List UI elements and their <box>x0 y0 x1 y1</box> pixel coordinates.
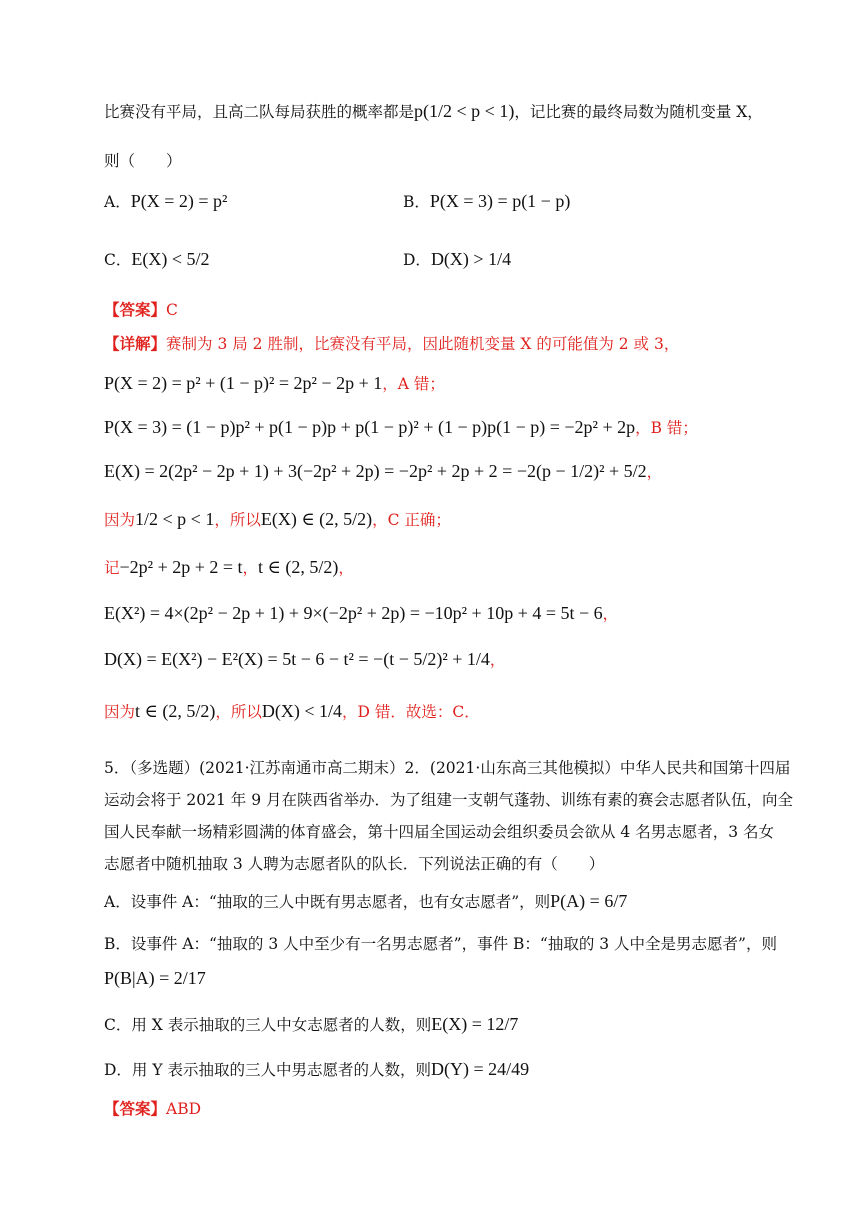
equation: t ∈ (2, 5/2) <box>258 557 339 577</box>
q4-eq4 <box>104 508 451 531</box>
equation-note: ， <box>646 463 663 481</box>
equation: E(X) ∈ (2, 5/2) <box>260 509 373 529</box>
text: 因为 <box>104 511 136 529</box>
detail-text: 赛制为 3 局 2 胜制，比赛没有平局，因此随机变量 X 的可能值为 2 或 3， <box>166 335 680 353</box>
option-label: C． <box>104 251 132 269</box>
equation: D(X) < 1/4 <box>261 701 342 721</box>
text: 因为 <box>104 703 136 721</box>
option-math: P(A) = 6/7 <box>550 891 628 911</box>
q5-option-b-math <box>104 967 206 990</box>
q4-eq5 <box>104 556 354 579</box>
option-text: D(X) > 1/4 <box>430 249 512 269</box>
q4-eq6 <box>104 602 618 625</box>
q4-stem-line1 <box>104 100 763 123</box>
q4-eq2 <box>104 416 698 439</box>
answer-value: ABD <box>166 1100 202 1118</box>
equation-note: ， <box>338 559 354 577</box>
q4-option-c <box>104 248 210 271</box>
q4-stem-prefix: 比赛没有平局，且高二队每局获胜的概率都是 <box>104 103 415 121</box>
equation: D(X) = E(X²) − E²(X) = 5t − 6 − t² = −(t − 5/2)² + 1/4 <box>104 649 490 669</box>
option-label: B． <box>403 193 430 211</box>
q5-answer <box>104 1098 201 1120</box>
equation: −2p² + 2p + 2 = t <box>119 557 243 577</box>
equation-note: ，C 正确； <box>372 511 451 529</box>
option-text: D．用 Y 表示抽取的三人中男志愿者的人数，则 <box>104 1061 432 1079</box>
option-text: E(X) < 5/2 <box>131 249 210 269</box>
text: 记 <box>104 559 120 577</box>
q5-stem-line2: 运动会将于 2021 年 9 月在陕西省举办．为了组建一支朝气蓬勃、训练有素的赛会志愿者队伍，向全 <box>104 791 794 809</box>
q4-option-b <box>403 190 570 213</box>
equation: 1/2 < p < 1 <box>135 509 215 529</box>
equation-note: ， <box>602 605 619 623</box>
answer-tag: 【答案】 <box>104 1099 167 1118</box>
q4-option-a <box>104 190 227 213</box>
option-label: A． <box>104 193 131 211</box>
option-math: P(B|A) = 2/17 <box>104 968 206 988</box>
q5-stem-line3: 国人民奉献一场精彩圆满的体育盛会，第十四届全国运动会组织委员会欲从 4 名男志愿者，3 名女 <box>104 823 775 841</box>
q5-option-c <box>104 1013 518 1036</box>
q4-eq8 <box>104 700 480 723</box>
q4-eq1 <box>104 372 445 395</box>
option-math: D(Y) = 24/49 <box>431 1059 530 1079</box>
equation: E(X²) = 4×(2p² − 2p + 1) + 9×(−2p² + 2p) = −10p² + 10p + 4 = 5t − 6 <box>104 603 603 623</box>
equation: P(X = 3) = (1 − p)p² + p(1 − p)p + p(1 − p)² + (1 − p)p(1 − p) = −2p² + 2p <box>104 417 636 437</box>
q4-answer <box>104 299 178 321</box>
option-math: E(X) = 12/7 <box>431 1014 519 1034</box>
answer-tag: 【答案】 <box>104 300 167 319</box>
option-text: C．用 X 表示抽取的三人中女志愿者的人数，则 <box>104 1016 432 1034</box>
q4-eq3 <box>104 460 662 483</box>
q4-stem-suffix: ，记比赛的最终局数为随机变量 X， <box>514 103 763 121</box>
option-text: A．设事件 A：“抽取的三人中既有男志愿者，也有女志愿者”，则 <box>104 893 551 911</box>
option-text: P(X = 3) = p(1 − p) <box>429 191 571 211</box>
option-text: P(X = 2) = p² <box>130 191 228 211</box>
equation-note: ，A 错； <box>382 375 445 393</box>
equation-note: ， <box>489 651 506 669</box>
equation: P(X = 2) = p² + (1 − p)² = 2p² − 2p + 1 <box>104 373 383 393</box>
q5-option-d <box>104 1058 529 1081</box>
q4-detail-line1 <box>104 333 679 355</box>
q4-stem-line2: 则（ ） <box>104 152 182 170</box>
q5-option-a <box>104 890 627 913</box>
equation: E(X) = 2(2p² − 2p + 1) + 3(−2p² + 2p) = −2p² + 2p + 2 = −2(p − 1/2)² + 5/2 <box>104 461 647 481</box>
equation-note: ，B 错； <box>635 419 698 437</box>
text: ， <box>242 559 259 577</box>
q4-eq7 <box>104 648 505 671</box>
detail-tag: 【详解】 <box>104 334 167 353</box>
q4-option-d <box>403 248 511 271</box>
q5-stem-line1: 5．（多选题）(2021·江苏南通市高二期末）2．(2021·山东高三其他模拟）中华人民共和国第十四届 <box>104 759 791 777</box>
option-label: D． <box>403 251 431 269</box>
q4-stem-math: p(1/2 < p < 1) <box>414 101 515 121</box>
text: ，所以 <box>215 703 262 721</box>
q5-option-b: B．设事件 A：“抽取的 3 人中至少有一名男志愿者”，事件 B：“抽取的 3 人中全是男志愿者”，则 <box>104 935 777 953</box>
equation: t ∈ (2, 5/2) <box>135 701 216 721</box>
answer-value: C <box>166 301 178 319</box>
q5-stem-line4: 志愿者中随机抽取 3 人聘为志愿者队的队长．下列说法正确的有（ ） <box>104 855 605 873</box>
text: ，所以 <box>214 511 261 529</box>
equation-note: ，D 错．故选：C． <box>342 703 480 721</box>
